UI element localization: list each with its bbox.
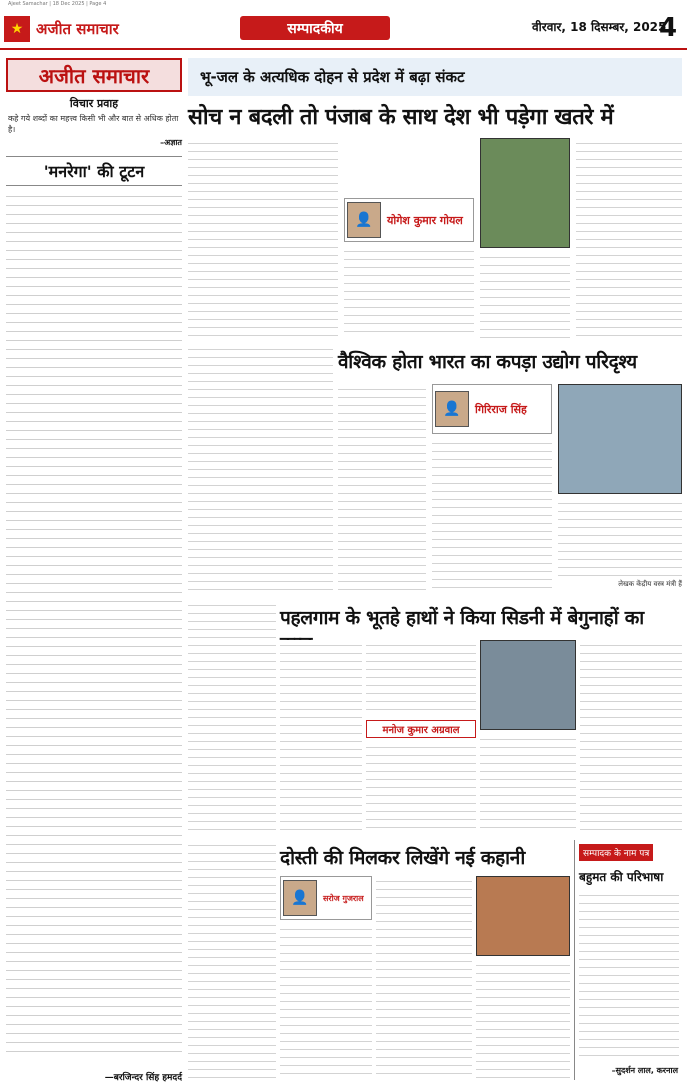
article-body <box>188 840 276 1080</box>
page-number: 4 <box>658 13 678 43</box>
article-body <box>344 246 474 338</box>
left-column <box>6 58 182 1080</box>
article-sydney <box>188 600 682 834</box>
article-headline: पहलगाम के भूतहे हाथों ने किया सिडनी में बेगुनाहों का <box>280 607 644 629</box>
article-body <box>188 344 333 594</box>
author-photo: 👤 <box>283 880 317 916</box>
article-headline: दोस्ती की मिलकर लिखेंगे नई कहानी <box>280 847 525 869</box>
article-body <box>280 640 362 834</box>
author-name: मनोज कुमार अग्रवाल <box>366 720 476 738</box>
article-body <box>480 734 576 834</box>
article-body <box>366 742 476 834</box>
article-body <box>376 876 472 1080</box>
quote-heading: विचार प्रवाह <box>69 97 119 110</box>
quote-author: –अज्ञात <box>160 138 182 147</box>
article-textile <box>188 344 682 594</box>
section-label: सम्पादकीय <box>240 16 390 40</box>
page-header <box>0 10 687 50</box>
factory-photo <box>558 384 682 494</box>
editorial-body <box>6 190 182 1060</box>
article-body <box>576 138 682 338</box>
print-slug: Ajeet Samachar | 18 Dec 2025 | Page 4 <box>8 1 107 7</box>
letters-body <box>579 890 679 1060</box>
letters-box <box>574 840 682 1080</box>
article-body <box>558 498 682 578</box>
masthead: अजीत समाचार <box>6 58 182 92</box>
author-name: गिरिराज सिंह <box>475 402 527 416</box>
article-body <box>338 384 426 594</box>
article-body <box>280 924 372 1080</box>
logo-icon: ★ <box>4 16 30 42</box>
leaders-photo <box>476 876 570 956</box>
article-friendship <box>188 840 682 1080</box>
editorial-author: —बरजिन्दर सिंह हमदर्द <box>104 1073 182 1083</box>
main-area <box>188 58 682 1080</box>
lead-kicker: भू-जल के अत्यधिक दोहन से प्रदेश में बढ़ा संकट <box>188 58 682 96</box>
print-footer <box>0 1081 687 1089</box>
author-photo: 👤 <box>347 202 381 238</box>
header-date: वीरवार, 18 दिसम्बर, 2025 <box>532 20 667 34</box>
byline <box>280 876 372 920</box>
byline <box>344 198 474 242</box>
byline <box>432 384 552 434</box>
article-headline: वैश्विक होता भारत का कपड़ा उद्योग परिदृश्य <box>338 351 637 373</box>
article-body <box>188 138 338 338</box>
article-body <box>580 640 682 834</box>
article-lead <box>188 138 682 338</box>
quote-text: कहे गये शब्दों का महत्त्व किसी भी और बात से अधिक होता है। <box>8 114 179 134</box>
header-brand-block <box>4 14 154 44</box>
article-body <box>476 960 570 1080</box>
editorial-title: 'मनरेगा' की टूटन <box>6 156 182 186</box>
letters-tag: सम्पादक के नाम पत्र <box>579 844 653 861</box>
news-photo <box>480 640 576 730</box>
article-body <box>480 252 570 338</box>
author-credit: लेखक केंद्रीय वस्त्र मंत्री हैं <box>618 580 682 588</box>
lead-headline: सोच न बदली तो पंजाब के साथ देश भी पड़ेगा खतरे में <box>188 105 614 130</box>
letters-title: बहुमत की परिभाषा <box>579 870 664 884</box>
field-photo <box>480 138 570 248</box>
author-name: सरोज गुजराल <box>323 893 364 903</box>
author-name: योगेश कुमार गोयल <box>387 213 463 227</box>
article-body <box>188 600 276 834</box>
header-brand: अजीत समाचार <box>36 20 119 38</box>
article-body <box>366 640 476 716</box>
letters-author: –सुदर्शन लाल, करनाल <box>611 1066 678 1075</box>
author-photo: 👤 <box>435 391 469 427</box>
article-body <box>432 438 552 594</box>
